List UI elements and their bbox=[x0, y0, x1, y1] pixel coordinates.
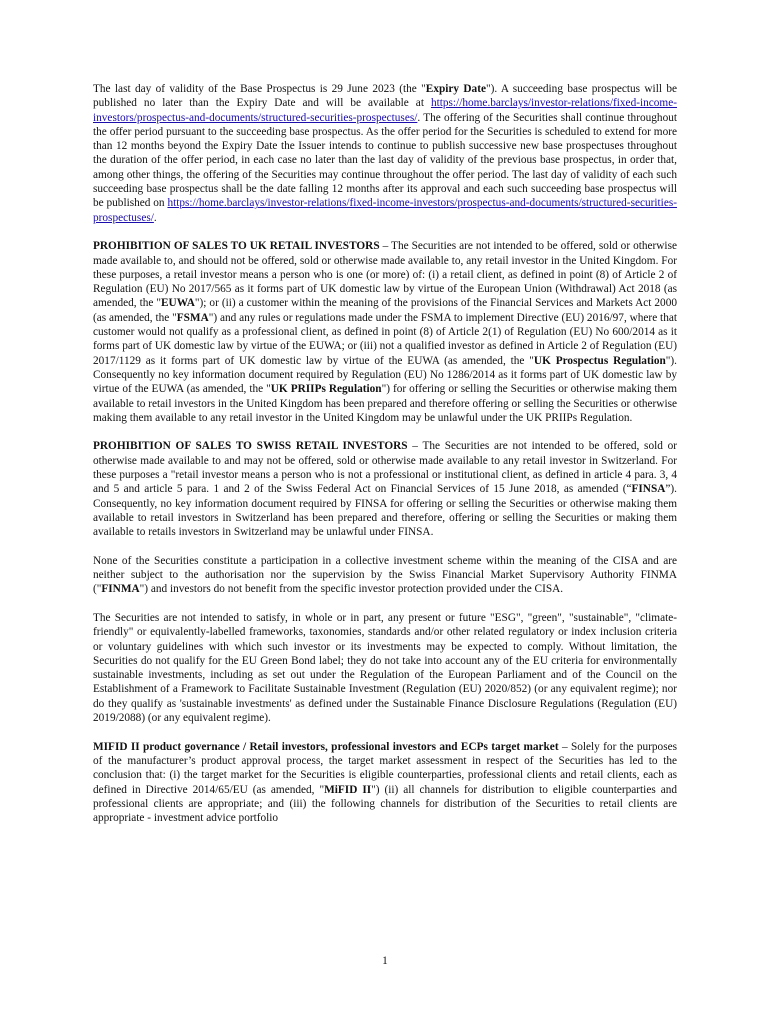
text-run: – Solely for the purposes of the manufacturer’s product approval process, the target market assessment in respect of the Securities has led to the conclusion that: (i) the target market for the Securities is eligible counterparties, professional clients and retail clients, each as defined in Directive 2014/65/EU (as amended, " bbox=[93, 740, 677, 796]
text-run: ”). Consequently, no key information document required by FINSA for offering or selling the Securities or otherwise making them available to retail investors in Switzerland has been prepared and therefore, offering or selling the Securities or making them available to retails investors in Switzerland may be unlawful under FINSA. bbox=[93, 483, 677, 539]
defined-term: FINMA bbox=[101, 583, 140, 596]
text-run: ") and investors do not benefit from the specific investor protection provided under the CISA. bbox=[139, 583, 564, 596]
text-run: . bbox=[153, 211, 157, 224]
text-run: ") (ii) all channels for distribution to eligible counterparties and professional clients are appropriate; and (iii) the following channels for distribution of the Securities to retail clients are appropriate - investment advice portfolio bbox=[93, 783, 678, 825]
text-run: ") for offering or selling the Securities or otherwise making them available to retail investors in the United Kingdom has been prepared and therefore offering or selling the Securities or otherwise making them available to any retail investor in the United Kingdom may be unlawful under the UK PRIIPs Regulation. bbox=[93, 383, 678, 424]
text-run: "). Consequently no key information document required by Regulation (EU) No 1286/2014 as it forms part of UK domestic law by virtue of the EUWA (as amended, the " bbox=[93, 354, 677, 396]
defined-term: MiFID II bbox=[324, 783, 372, 796]
esg-disclaimer-paragraph bbox=[93, 611, 677, 725]
text-run: The last day of validity of the Base Prospectus is 29 June 2023 (the " bbox=[93, 83, 426, 95]
text-run: "). A succeeding base prospectus will be published no later than the Expiry Date and will be available at bbox=[93, 83, 677, 110]
text-run: – The Securities are not intended to be offered, sold or otherwise made available to and may not be offered, sold or otherwise made available to any retail investor in Switzerland. For these purposes a "retail investor means a person who is not a professional or institutional client, as defined in article 4 para. 3, 4 and 5 and article 5 para. 1 and 2 of the Swiss Federal Act on Financial Services of 15 June 2018, as amended (“ bbox=[93, 440, 678, 496]
uk-retail-prohibition-paragraph bbox=[93, 239, 677, 425]
defined-term: UK PRIIPs Regulation bbox=[270, 383, 382, 396]
defined-term: FINSA bbox=[631, 483, 666, 496]
text-run: The Securities are not intended to satisfy, in whole or in part, any present or future "ESG", "green", "sustainable", "climate-friendly" or equivalently-labelled frameworks, taxonomies, standards and/or other related regulatory or index inclusion criteria or voluntary guidelines with which such investor or its investments may be expected to comply. Without limitation, the Securities do not qualify for the EU Green Bond label; they do not take into account any of the EU criteria for environmentally sustainable investments, including as set out under the Regulation of the European Parliament and of the Council on the Establishment of a Framework to Facilitate Sustainable Investment (Regulation (EU) 2020/852) (or any equivalent regime); nor do they qualify as 'sustainable investments' as defined under the Sustainable Finance Disclosure Regulations (Regulation (EU) 2019/2088) (or any equivalent regime). bbox=[93, 611, 677, 725]
text-run: – The Securities are not intended to be offered, sold or otherwise made available to, and should not be offered, sold or otherwise made available to, any retail investor in the United Kingdom. For these purposes, a retail investor means a person who is one (or more) of: (i) a retail client, as defined in point (8) of Article 2 of Regulation (EU) No 2017/565 as it forms part of UK domestic law by virtue of the European Union (Withdrawal) Act 2018 (as amended, the " bbox=[93, 240, 677, 310]
cisa-paragraph bbox=[93, 554, 677, 597]
defined-term: EUWA bbox=[161, 297, 195, 310]
barclays-prospectus-link[interactable]: https://home.barclays/investor-relations/fixed-income-investors/prospectus-and-documents/structured-securities-prospectuses/ bbox=[93, 197, 677, 224]
section-heading: MIFID II product governance / Retail investors, professional investors and ECPs target market bbox=[93, 740, 559, 753]
section-heading: PROHIBITION OF SALES TO SWISS RETAIL INVESTORS bbox=[93, 440, 408, 453]
swiss-retail-prohibition-paragraph bbox=[93, 439, 677, 539]
expiry-date-paragraph bbox=[93, 82, 677, 225]
text-run: ") and any rules or regulations made under the FSMA to implement Directive (EU) 2016/97, where that customer would not qualify as a professional client, as defined in point (8) of Article 2(1) of Regulation (EU) No 600/2014 as it forms part of UK domestic law by virtue of the EUWA; or (iii) not a qualified investor as defined in Article 2 of Regulation (EU) 2017/1129 as it forms part of UK domestic law by virtue of the EUWA (as amended, the " bbox=[93, 311, 677, 367]
mifid-governance-paragraph bbox=[93, 740, 677, 826]
defined-term: FSMA bbox=[176, 311, 209, 324]
document-page bbox=[93, 82, 677, 840]
text-run: "); or (ii) a customer within the meaning of the provisions of the Financial Services and Markets Act 2000 (as amended, the " bbox=[93, 297, 677, 324]
page-number: 1 bbox=[382, 955, 388, 967]
defined-term: Expiry Date bbox=[425, 83, 486, 95]
section-heading: PROHIBITION OF SALES TO UK RETAIL INVESTORS bbox=[93, 240, 380, 253]
defined-term: UK Prospectus Regulation bbox=[533, 354, 666, 367]
text-run: . The offering of the Securities shall continue throughout the offer period pursuant to the succeeding base prospectus. As the offer period for the Securities is scheduled to extend for more than 12 months beyond the Expiry Date the Issuer intends to continue to publish successive new base prospectuses throughout the duration of the offer period, in each case no later than the last day of validity of the previous base prospectus, in order that, among other things, the offering of the Securities may continue throughout the offer period. The last day of validity of each such succeeding base prospectus shall be the date falling 12 months after its approval and each such succeeding base prospectus will be published on bbox=[93, 111, 677, 210]
barclays-prospectus-link[interactable]: https://home.barclays/investor-relations/fixed-income-investors/prospectus-and-documents/structured-securities-prospectuses/ bbox=[93, 97, 677, 124]
text-run: None of the Securities constitute a participation in a collective investment scheme within the meaning of the CISA and are neither subject to the authorisation nor the supervision by the Swiss Financial Market Supervisory Authority FINMA (" bbox=[93, 554, 677, 596]
